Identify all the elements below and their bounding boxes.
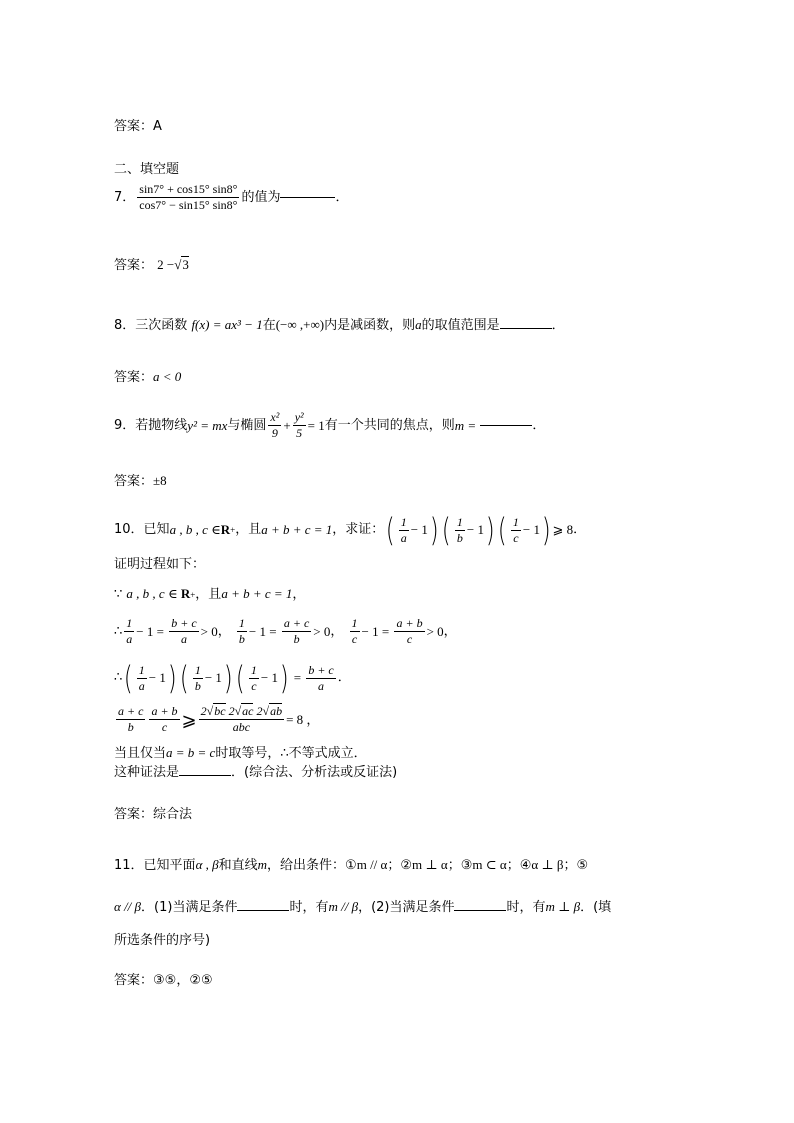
- q6-answer-line: [114, 118, 162, 136]
- q9-answer: ±8: [153, 473, 167, 488]
- q10-frac-1b: $\frac{1}{b}$: [456, 514, 463, 545]
- question-9: [114, 410, 545, 441]
- q11-answer-line: [114, 972, 213, 990]
- therefore-symbol: ∴: [114, 623, 123, 639]
- q10-text3: ，求证：: [332, 522, 385, 537]
- q8-answer-line: [114, 368, 181, 387]
- q9-frac-y-den: 5: [296, 426, 303, 440]
- q10-equality: 当且仅当a = b = c时取等号，∴不等式成立．: [114, 745, 367, 761]
- q9-plus: +: [283, 417, 291, 433]
- q9-blank[interactable]: [480, 425, 532, 426]
- q11-line2: α // β．(1)当满足条件 时，有m // β，(2)当满足条件 时，有m ⊥ β．(填: [114, 899, 612, 915]
- q7-text: 的值为: [241, 189, 281, 205]
- q8-number: 8．: [114, 318, 136, 333]
- q8-text1: 三次函数: [135, 318, 188, 333]
- q9-period: ．: [532, 417, 546, 433]
- q8-interval: (−∞ ,+∞): [275, 317, 325, 332]
- q7-period: ．: [335, 189, 349, 205]
- q10-step4: $\frac{a + c}{b}$ $\frac{a + b}{c}$ ⩾ $\frac{2√bc 2√ac 2√ab}{\text{abc}}$ = 8 ，: [118, 704, 320, 734]
- question-10: 10． 已知 a , b , c ∈ R + ，且 a + b + c = 1 ，求证： ( $\frac{1}{a}$ − 1 ) ( $\frac{1}{b}$ − 1 ) ( $\frac{1}{c}$ − 1 ) ⩾ 8 ．: [114, 511, 587, 549]
- q10-step1: ∵ a , b , c ∈ R+，且a + b + c = 1，: [114, 586, 306, 602]
- q7-number: 7．: [114, 189, 136, 205]
- q11-answer: ③⑤，②⑤: [153, 973, 213, 988]
- q10-geq8: ⩾ 8: [552, 522, 574, 537]
- q10-vars: a , b , c ∈: [169, 522, 221, 537]
- q8-answer: a < 0: [153, 369, 182, 384]
- q7-answer-prefix: 2 −: [157, 257, 175, 272]
- q6-answer: A: [153, 119, 162, 134]
- q10-step2: ∴ $\frac{1}{a}$ − 1 = $\frac{b + c}{a}$ > 0 ， $\frac{1}{b}$ − 1 = $\frac{a + c}{b}$ > 0 ， $\frac{1}{c}$ − 1 = $\frac{a + b}{c}$ > 0 ，: [114, 616, 457, 646]
- q7-answer-line: 答案： 2 −√3: [114, 257, 189, 273]
- q8-text3: 内是减函数，则: [324, 318, 416, 333]
- q10-method-question: 这种证法是 ．(综合法、分析法或反证法): [114, 765, 398, 780]
- q9-text3: 有一个共同的焦点，则: [324, 417, 455, 433]
- q11-blank-1[interactable]: [237, 910, 289, 911]
- q9-m-eq: m =: [454, 417, 477, 433]
- q10-answer: 综合法: [153, 807, 193, 822]
- q10-set-sub: +: [230, 525, 236, 535]
- q10-frac-1a: $\frac{1}{a}$: [400, 514, 407, 545]
- section-title: 二、填空题: [114, 162, 180, 177]
- answer-label: 答案：: [114, 474, 154, 489]
- q10-text1: 已知: [143, 522, 170, 537]
- q9-answer-line: [114, 472, 167, 491]
- q10-sqrt-frac: $\frac{2√bc 2√ac 2√ab}{\text{abc}}$: [200, 704, 283, 734]
- q9-text2: 与椭圆: [227, 417, 267, 433]
- q9-frac-y-num: y²: [294, 410, 304, 424]
- question-8: [114, 316, 565, 335]
- q9-number: 9．: [114, 417, 136, 433]
- q11-blank-2[interactable]: [454, 910, 506, 911]
- q9-frac-x-num: x²: [270, 410, 280, 424]
- q9-frac-y: [293, 410, 306, 441]
- q10-cond: a + b + c = 1: [261, 522, 333, 537]
- q7-blank[interactable]: [280, 197, 335, 198]
- q10-proof-intro: 证明过程如下：: [114, 557, 206, 572]
- q9-text1: 若抛物线: [135, 417, 188, 433]
- q7-denominator: cos7° − sin15° sin8°: [139, 198, 238, 212]
- q7-numerator: sin7° + cos15° sin8°: [139, 182, 238, 196]
- q10-number: 10．: [114, 522, 144, 537]
- q10-frac-1c: $\frac{1}{c}$: [512, 514, 519, 545]
- question-11: 11．已知平面α , β和直线m，给出条件：①m // α；②m ⊥ α；③m ⊂ α；④α ⊥ β；⑤: [114, 857, 589, 873]
- q9-frac-x-den: 9: [271, 426, 278, 440]
- q9-eq1: = 1: [307, 417, 325, 433]
- answer-label: 答案：: [114, 807, 154, 822]
- answer-label: 答案：: [114, 973, 154, 988]
- q10-set: R: [220, 522, 231, 537]
- answer-label: 答案：: [114, 370, 154, 385]
- question-7: [114, 182, 348, 213]
- q7-answer-radicand: 3: [182, 257, 189, 272]
- q10-step3: ∴ ( $\frac{1}{a}$ − 1 ) ( $\frac{1}{b}$ − 1 ) ( $\frac{1}{c}$ − 1 ) = $\frac{b + c}{a}$ ．: [114, 659, 351, 697]
- q8-text2: 在: [262, 318, 276, 333]
- answer-label: 答案：: [114, 258, 154, 273]
- q8-text4: 的取值范围是: [421, 318, 500, 333]
- q8-var: a: [415, 317, 422, 332]
- because-symbol: ∵: [114, 587, 123, 602]
- q9-frac-x: [268, 410, 281, 441]
- q10-text2: ，且: [235, 522, 262, 537]
- q11-line3: 所选条件的序号): [114, 933, 211, 948]
- q8-function: f(x) = ax³ − 1: [191, 317, 263, 332]
- answer-label: 答案：: [114, 119, 154, 134]
- q7-fraction: [137, 182, 239, 213]
- q9-parabola: y² = mx: [187, 417, 228, 433]
- q10-answer-line: [114, 806, 192, 824]
- q8-blank[interactable]: [500, 328, 552, 329]
- q10-minus1: − 1: [410, 522, 428, 537]
- q8-period: ．: [551, 318, 565, 333]
- q10-blank[interactable]: [179, 775, 231, 776]
